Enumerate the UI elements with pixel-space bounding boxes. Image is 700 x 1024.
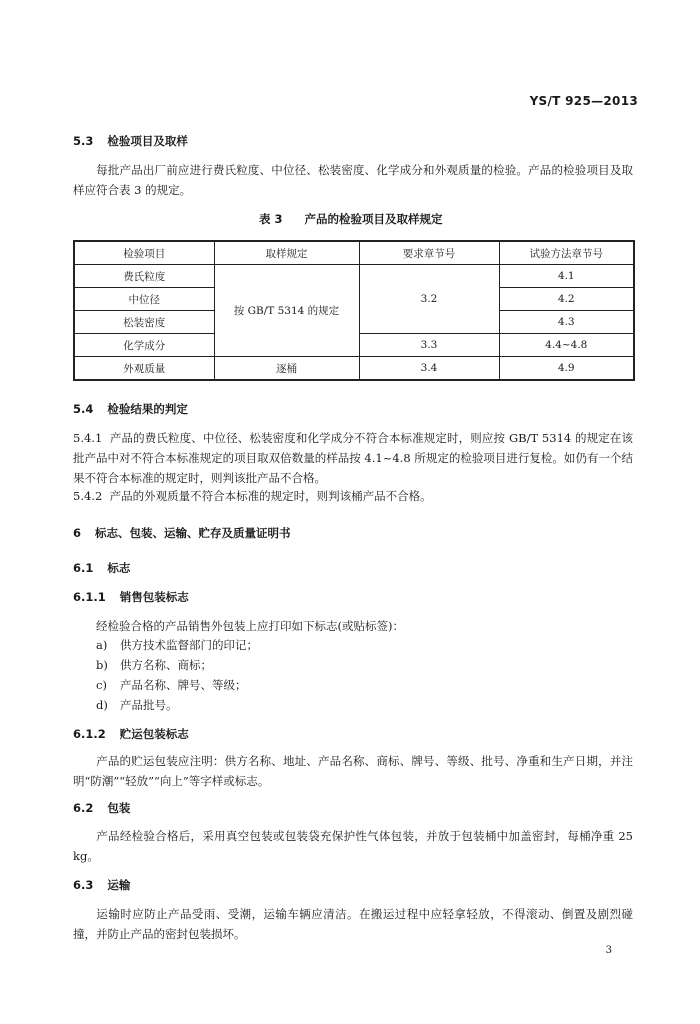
list-item — [96, 657, 212, 673]
table-caption-number: 表 3 — [259, 212, 283, 226]
table-cell: 松装密度 — [74, 311, 214, 334]
table-header-cell: 检验项目 — [74, 241, 214, 265]
section-number: 6.1 — [73, 561, 94, 575]
clause-number: 5.4.2 — [73, 489, 103, 503]
table-cell: 费氏粒度 — [74, 265, 214, 288]
para-text: 运输时应防止产品受雨、受潮，运输车辆应清洁。在搬运过程中应轻拿轻放，不得滚动、倒置及剧烈碰撞，并防止产品的密封包装损坏。 — [73, 907, 633, 941]
list-marker: a) — [96, 638, 108, 652]
sampling-merged-cell: 按 GB/T 5314 的规定 — [214, 265, 359, 357]
list-marker: b) — [96, 658, 108, 672]
table-caption — [259, 211, 443, 227]
para-6-1-1-intro: 经检验合格的产品销售外包装上应打印如下标志(或贴标签)： — [96, 619, 404, 633]
heading-5-3 — [73, 133, 188, 149]
para-5-4-1 — [73, 428, 633, 488]
list-marker: d) — [96, 698, 108, 712]
table-cell: 4.3 — [499, 311, 634, 334]
table-header-cell: 试验方法章节号 — [499, 241, 634, 265]
table-cell: 4.1 — [499, 265, 634, 288]
para-text: 产品经检验合格后，采用真空包装或包装袋充保护性气体包装，并放于包装桶中加盖密封，每桶净重 25 kg。 — [73, 829, 633, 863]
list-text: 供方名称、商标； — [120, 658, 212, 672]
heading-6-1-2 — [73, 726, 189, 742]
table-caption-title: 产品的检验项目及取样规定 — [304, 212, 443, 226]
heading-6-2 — [73, 800, 130, 816]
page-number: 3 — [605, 945, 612, 956]
section-title: 运输 — [107, 878, 131, 892]
table-row — [74, 357, 634, 381]
table-cell: 外观质量 — [74, 357, 214, 381]
section-title: 标志 — [107, 561, 131, 575]
table-cell: 4.2 — [499, 288, 634, 311]
para-6-1-2 — [73, 751, 633, 791]
table-cell: 3.3 — [359, 334, 499, 357]
para-5-4-2 — [73, 486, 633, 506]
section-title: 贮运包装标志 — [119, 727, 189, 741]
list-text: 产品名称、牌号、等级； — [120, 678, 247, 692]
section-title: 销售包装标志 — [119, 590, 189, 604]
section-number: 5.3 — [73, 134, 94, 148]
table-cell: 4.9 — [499, 357, 634, 381]
section-number: 6.2 — [73, 801, 94, 815]
heading-6-3 — [73, 877, 130, 893]
table-header-cell: 取样规定 — [214, 241, 359, 265]
clause-number: 5.4.1 — [73, 431, 103, 445]
inspection-table — [73, 240, 635, 381]
table-cell: 逐桶 — [214, 357, 359, 381]
para-5-3 — [73, 160, 633, 200]
section-title: 检验结果的判定 — [107, 402, 188, 416]
heading-6-1 — [73, 560, 130, 576]
section-title: 标志、包装、运输、贮存及质量证明书 — [95, 526, 291, 540]
heading-5-4 — [73, 401, 188, 417]
table-cell: 4.4~4.8 — [499, 334, 634, 357]
heading-6-1-1 — [73, 589, 189, 605]
para-text: 产品的贮运包装应注明：供方名称、地址、产品名称、商标、牌号、等级、批号、净重和生产日期，并注明“防潮”“轻放”“向上”等字样或标志。 — [73, 754, 633, 788]
para-6-3 — [73, 904, 633, 944]
list-text: 供方技术监督部门的印记； — [120, 638, 258, 652]
table-cell: 中位径 — [74, 288, 214, 311]
standard-number: YS/T 925—2013 — [529, 94, 638, 108]
list-item — [96, 677, 247, 693]
list-item — [96, 697, 178, 713]
table-header-cell: 要求章节号 — [359, 241, 499, 265]
requirement-merged-cell: 3.2 — [359, 265, 499, 334]
section-number: 6.1.2 — [73, 727, 106, 741]
section-number: 6.1.1 — [73, 590, 106, 604]
table-cell: 3.4 — [359, 357, 499, 381]
section-number: 6.3 — [73, 878, 94, 892]
para-6-2 — [73, 826, 633, 866]
para-text: 产品的外观质量不符合本标准的规定时，则判该桶产品不合格。 — [109, 489, 432, 503]
list-marker: c) — [96, 678, 107, 692]
para-text: 产品的费氏粒度、中位径、松装密度和化学成分不符合本标准规定时，则应按 GB/T 5314 的规定在该批产品中对不符合本标准规定的项目取双倍数量的样品按 4.1~4.8 所规定的检验项目进行复检。如仍有一个结果不符合本标准的规定时，则判该批产品不合格。 — [73, 431, 633, 485]
table-header-row — [74, 241, 634, 265]
list-text: 产品批号。 — [120, 698, 178, 712]
table-cell: 化学成分 — [74, 334, 214, 357]
section-title: 检验项目及取样 — [107, 134, 188, 148]
section-title: 包装 — [107, 801, 131, 815]
section-number: 6 — [73, 526, 82, 540]
section-number: 5.4 — [73, 402, 94, 416]
table-row — [74, 265, 634, 288]
heading-6 — [73, 525, 291, 541]
para-text: 每批产品出厂前应进行费氏粒度、中位径、松装密度、化学成分和外观质量的检验。产品的检验项目及取样应符合表 3 的规定。 — [73, 163, 633, 197]
list-item — [96, 637, 258, 653]
